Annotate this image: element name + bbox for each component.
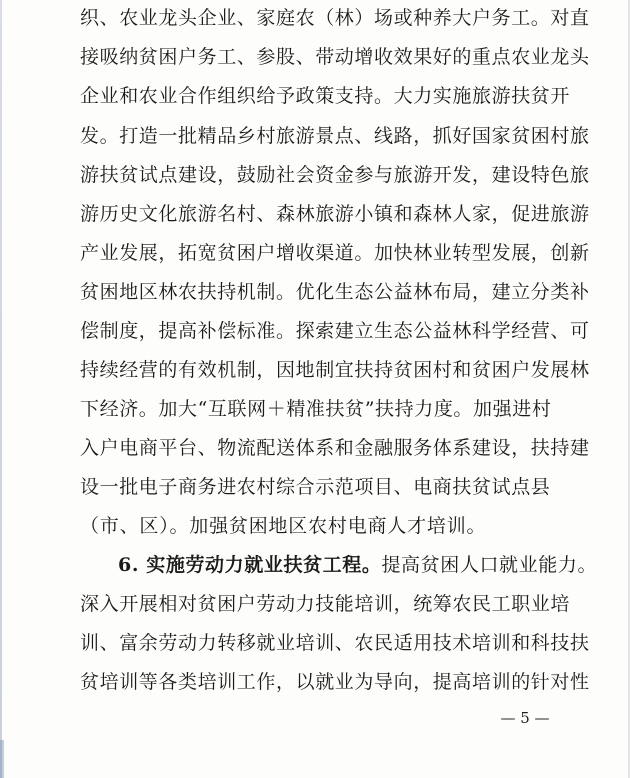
text-line-12: 入户电商平台、物流配送体系和金融服务体系建设，扶持建 [80, 437, 590, 459]
text-line-11: 下经济。加大“互联网＋精准扶贫”扶持力度。加强进村 [80, 398, 552, 420]
text-line-4: 发。打造一批精品乡村旅游景点、线路，抓好国家贫困村旅 [80, 125, 590, 147]
section-line-3: 贫培训等各类培训工作，以就业为导向，提高培训的针对性 [80, 671, 590, 693]
text-line-8: 贫困地区林农扶持机制。优化生态公益林布局，建立分类补 [80, 281, 590, 303]
text-line-13: 设一批电子商务进农村综合示范项目、电商扶贫试点县 [80, 476, 551, 498]
text-line-9: 偿制度，提高补偿标准。探索建立生态公益林科学经营、可 [80, 320, 590, 342]
text-line-2: 接吸纳贫困户务工、参股、带动增收效果好的重点农业龙头 [80, 46, 590, 68]
text-line-14: （市、区）。加强贫困地区农村电商人才培训。 [80, 515, 487, 537]
text-line-5: 游扶贫试点建设，鼓励社会资金参与旅游开发，建设特色旅 [80, 164, 590, 186]
scan-left-edge [0, 0, 2, 778]
text-line-7: 产业发展，拓宽贫困户增收渠道。加快林业转型发展，创新 [80, 242, 590, 264]
section-line-2: 训、富余劳动力转移就业培训、农民适用技术培训和科技扶 [80, 632, 590, 654]
text-line-10: 持续经营的有效机制，因地制宜扶持贫困村和贫困户发展林 [80, 359, 590, 381]
section-heading: 6. 实施劳动力就业扶贫工程。 [118, 554, 382, 576]
text-line-1: 织、农业龙头企业、家庭农（林）场或种养大户务工。对直 [80, 7, 590, 29]
scan-bottom-mark [0, 740, 4, 778]
page-number: — 5 — [500, 709, 550, 727]
section-line-1: 深入开展相对贫困户劳动力技能培训，统筹农民工职业培 [80, 593, 571, 615]
section-first-line-text: 提高贫困人口就业能力。 [381, 554, 598, 576]
text-line-3: 企业和农业合作组织给予政策支持。大力实施旅游扶贫开 [80, 85, 571, 107]
text-line-6: 游历史文化旅游名村、森林旅游小镇和森林人家，促进旅游 [80, 203, 590, 225]
section-first-line [118, 553, 597, 577]
